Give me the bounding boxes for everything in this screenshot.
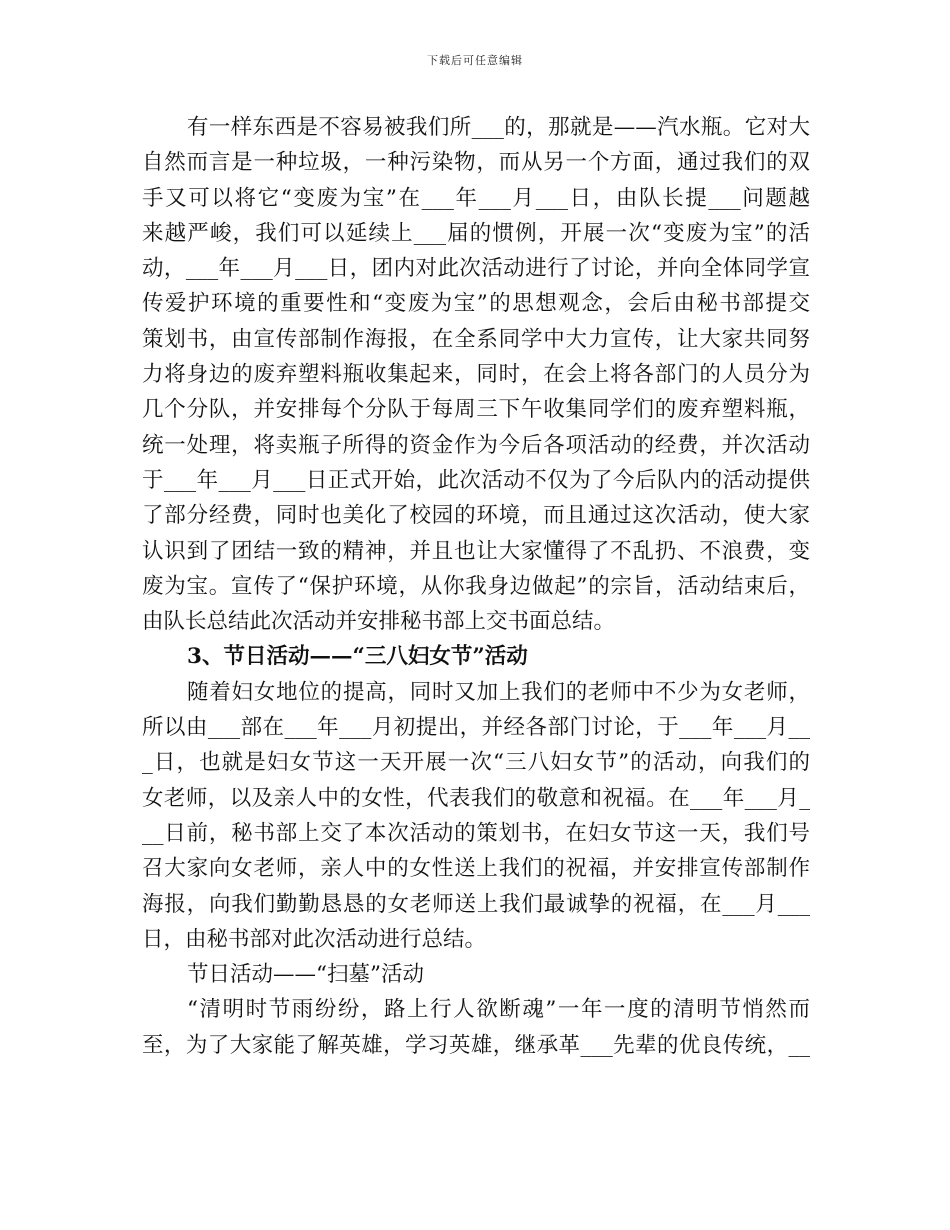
text-line: 至，为了大家能了解英雄，学习英雄，继承革___先辈的优良传统，__ [142,1032,810,1058]
text-line: 传爱护环境的重要性和“变废为宝”的思想观念，会后由秘书部提交 [142,291,810,317]
text-line: 几个分队，并安排每个分队于每周三下午收集同学们的废弃塑料瓶， [142,397,810,423]
text-line: 有一样东西是不容易被我们所___的，那就是——汽水瓶。它对大 [187,115,810,140]
text-line: 手又可以将它“变废为宝”在___年___月___日，由队长提___问题越 [142,185,810,211]
text-line: 统一处理，将卖瓶子所得的资金作为今后各项活动的经费，并次活动 [142,432,810,458]
page-header: 下载后可任意编辑 [427,54,523,67]
text-line: _日，也就是妇女节这一天开展一次“三八妇女节”的活动，向我们的 [142,750,810,776]
text-line: 女老师，以及亲人中的女性，代表我们的敬意和祝福。在___年___月_ [142,785,810,811]
text-line: 动，___年___月___日，团内对此次活动进行了讨论，并向全体同学宣 [142,256,810,282]
text-line: 召大家向女老师，亲人中的女性送上我们的祝福，并安排宣传部制作 [142,856,810,882]
subsection-heading: 节日活动——“扫墓”活动 [187,962,424,988]
text-line: 随着妇女地位的提高，同时又加上我们的老师中不少为女老师， [187,679,810,705]
text-line: __日前，秘书部上交了本次活动的策划书，在妇女节这一天，我们号 [142,820,810,846]
text-line: 力将身边的废弃塑料瓶收集起来，同时，在会上将各部门的人员分为 [142,362,810,388]
section-heading: 3、节日活动——“三八妇女节”活动 [187,644,528,670]
text-line: 废为宝。宣传了“保护环境，从你我身边做起”的宗旨，活动结束后， [142,573,810,599]
text-line: 于___年___月___日正式开始，此次活动不仅为了今后队内的活动提供 [142,467,810,493]
text-line: 自然而言是一种垃圾，一种污染物，而从另一个方面，通过我们的双 [142,150,810,176]
text-line: 所以由___部在___年___月初提出，并经各部门讨论，于___年___月__ [142,715,810,741]
text-line: 由队长总结此次活动并安排秘书部上交书面总结。 [142,609,616,635]
text-line: 了部分经费，同时也美化了校园的环境，而且通过这次活动，使大家 [142,503,810,529]
document-body [142,110,810,1063]
text-line: “清明时节雨纷纷，路上行人欲断魂”一年一度的清明节悄然而 [187,997,810,1023]
text-line: 海报，向我们勤勤恳恳的女老师送上我们最诚挚的祝福，在___月___ [142,891,810,917]
text-line: 来越严峻，我们可以延续上___届的惯例，开展一次“变废为宝”的活 [142,220,810,246]
text-line: 认识到了团结一致的精神，并且也让大家懂得了不乱扔、不浪费，变 [142,538,810,564]
text-line: 日，由秘书部对此次活动进行总结。 [142,926,487,952]
text-line: 策划书，由宣传部制作海报，在全系同学中大力宣传，让大家共同努 [142,326,810,352]
